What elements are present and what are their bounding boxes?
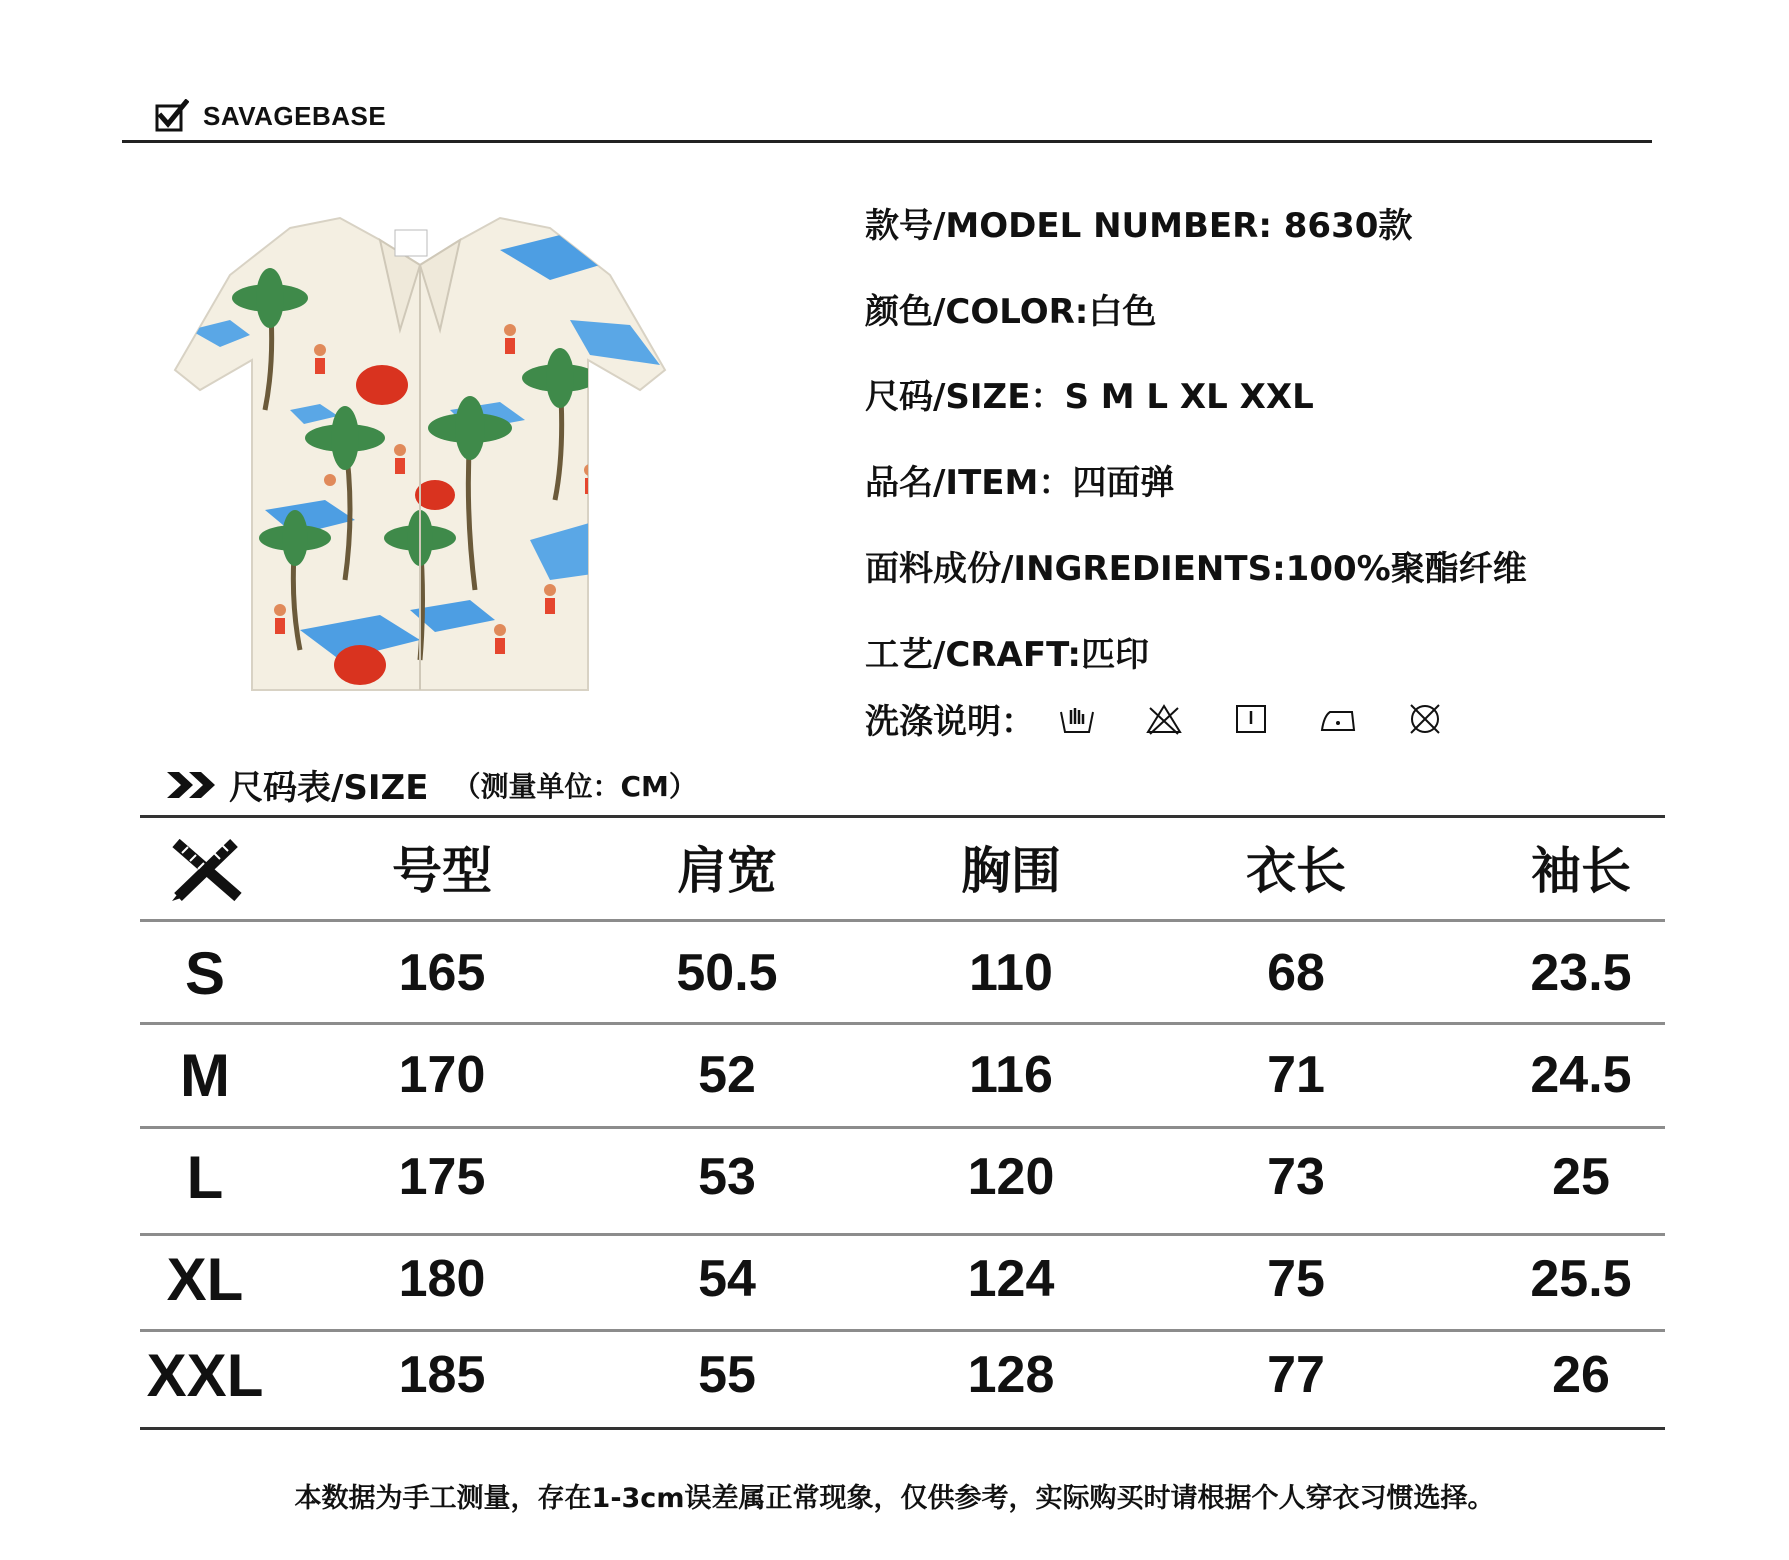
double-chevron-icon: [165, 768, 221, 802]
table-row: [140, 1033, 1665, 1117]
spec-craft: [865, 627, 1149, 676]
table-row: [140, 1333, 1665, 1417]
cell-shoulder: 53: [698, 1148, 756, 1206]
cell-chest: 110: [969, 944, 1053, 1002]
spec-ingredients: [865, 541, 1527, 590]
spec-model: [865, 198, 1412, 247]
dry-flat-icon: [1231, 702, 1271, 736]
cell-length: 68: [1267, 944, 1325, 1002]
spec-ingredients-label: 面料成份/INGREDIENTS:: [865, 549, 1286, 589]
cell-height: 170: [398, 1046, 486, 1104]
cell-shoulder: 52: [698, 1046, 756, 1104]
table-top-rule: [140, 815, 1665, 818]
size-chart-unit: （测量单位：CM）: [452, 769, 697, 803]
header-divider: [122, 140, 1652, 143]
cell-length: 77: [1267, 1346, 1325, 1404]
spec-craft-label: 工艺/CRAFT:: [865, 635, 1082, 675]
spec-color-value: 白色: [1088, 292, 1157, 332]
table-divider: [140, 1022, 1665, 1025]
spec-size-value: S M L XL XXL: [1064, 377, 1314, 417]
cell-chest: 116: [969, 1046, 1053, 1104]
table-divider: [140, 1233, 1665, 1236]
cell-shoulder: 50.5: [676, 944, 778, 1002]
col-header-sleeve: 袖长: [1531, 842, 1631, 900]
table-row: [140, 1237, 1665, 1321]
size-chart-title: 尺码表/SIZE: [229, 768, 429, 808]
spec-item-value: 四面弹: [1072, 463, 1175, 503]
spec-item: [865, 455, 1174, 504]
cell-height: 185: [398, 1346, 486, 1404]
footnote: 本数据为手工测量，存在1-3cm误差属正常现象，仅供参考，实际购买时请根据个人穿衣习惯选择。: [294, 1483, 1495, 1514]
size-chart-heading: [165, 760, 697, 809]
spec-color-label: 颜色/COLOR:: [865, 292, 1089, 332]
table-header-row: [140, 829, 1665, 905]
row-size: XXL: [146, 1341, 264, 1409]
row-size: M: [180, 1041, 230, 1109]
col-header-height: 号型: [392, 842, 492, 900]
spec-craft-value: 匹印: [1081, 635, 1150, 675]
col-header-chest: 胸围: [961, 842, 1061, 900]
spec-model-label: 款号/MODEL NUMBER:: [865, 206, 1272, 246]
cell-sleeve: 25.5: [1530, 1250, 1632, 1308]
cell-height: 180: [398, 1250, 486, 1308]
cell-chest: 128: [967, 1346, 1055, 1404]
table-bottom-rule: [140, 1427, 1665, 1430]
spec-model-value: 8630款: [1271, 206, 1413, 246]
hand-wash-icon: [1057, 702, 1097, 736]
care-instructions: [865, 694, 1445, 743]
col-header-shoulder: 肩宽: [677, 842, 777, 900]
cell-sleeve: 24.5: [1530, 1046, 1632, 1104]
cell-chest: 120: [967, 1148, 1055, 1206]
brand-header: [155, 96, 386, 136]
cell-height: 165: [398, 944, 486, 1002]
cell-length: 71: [1267, 1046, 1325, 1104]
spec-ingredients-value: 100%聚酯纤维: [1285, 549, 1527, 589]
table-row: [140, 931, 1665, 1015]
care-label: 洗涤说明：: [865, 702, 1035, 742]
cell-shoulder: 54: [698, 1250, 756, 1308]
cell-height: 175: [398, 1148, 486, 1206]
table-row: [140, 1135, 1665, 1219]
spec-item-label: 品名/ITEM：: [865, 463, 1073, 503]
cell-sleeve: 26: [1552, 1346, 1610, 1404]
row-size: L: [186, 1143, 224, 1211]
checkbox-check-icon: [155, 99, 189, 133]
row-size: S: [184, 939, 226, 1007]
col-header-length: 衣长: [1246, 842, 1346, 900]
do-not-dry-clean-icon: [1405, 702, 1445, 736]
cell-chest: 124: [967, 1250, 1055, 1308]
product-image: [170, 210, 670, 700]
spec-size: [865, 369, 1314, 418]
cell-length: 75: [1267, 1250, 1325, 1308]
ruler-pencil-icon: [168, 839, 242, 905]
cell-sleeve: 25: [1552, 1148, 1610, 1206]
table-divider: [140, 1329, 1665, 1332]
cell-sleeve: 23.5: [1530, 944, 1632, 1002]
do-not-bleach-icon: [1144, 702, 1184, 736]
cell-shoulder: 55: [698, 1346, 756, 1404]
spec-size-label: 尺码/SIZE：: [865, 377, 1065, 417]
cell-length: 73: [1267, 1148, 1325, 1206]
row-size: XL: [166, 1245, 244, 1313]
spec-color: [865, 284, 1156, 333]
table-divider: [140, 1126, 1665, 1129]
brand-name: SAVAGEBASE: [203, 100, 387, 131]
table-divider: [140, 919, 1665, 922]
iron-low-icon: [1318, 702, 1358, 736]
